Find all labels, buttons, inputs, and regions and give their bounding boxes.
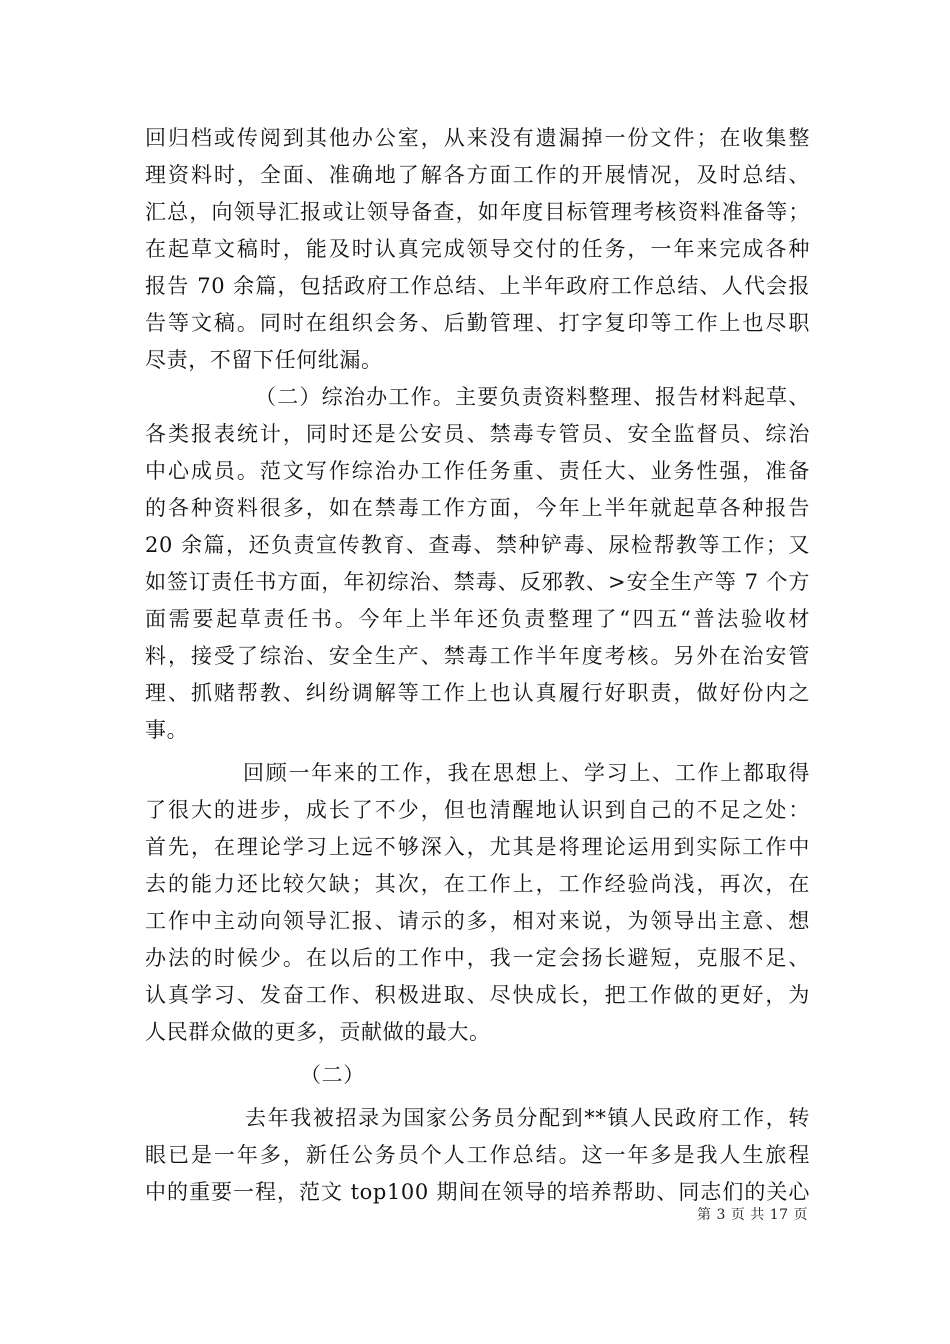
text-line: 了很大的进步，成长了不少，但也清醒地认识到自己的不足之处： — [145, 798, 810, 822]
text-line: 首先，在理论学习上远不够深入，尤其是将理论运用到实际工作中 — [145, 835, 810, 859]
section-heading-text: （二） — [300, 1063, 365, 1087]
text-line: 理资料时，全面、准确地了解各方面工作的开展情况，及时总结、 — [145, 163, 810, 187]
text-line: 回顾一年来的工作，我在思想上、学习上、工作上都取得 — [243, 761, 810, 785]
text-line: 认真学习、发奋工作、积极进取、尽快成长，把工作做的更好，为 — [145, 983, 810, 1007]
text-line: 去年我被招录为国家公务员分配到**镇人民政府工作，转 — [245, 1106, 810, 1130]
text-line: 人民群众做的更多，贡献做的最大。 — [145, 1020, 491, 1044]
text-line: 20 余篇，还负责宣传教育、查毒、禁种铲毒、尿检帮教等工作；又 — [145, 533, 810, 557]
text-line: 中的重要一程，范文 top100 期间在领导的培养帮助、同志们的关心 — [145, 1180, 810, 1204]
paragraph-2 — [145, 379, 810, 749]
paragraph-5 — [145, 1100, 810, 1211]
text-line: 去的能力还比较欠缺；其次，在工作上，工作经验尚浅，再次，在 — [145, 872, 810, 896]
text-line: 理、抓赌帮教、纠纷调解等工作上也认真履行好职责，做好份内之 — [145, 681, 810, 705]
text-line: 面需要起草责任书。今年上半年还负责整理了“四五“普法验收材 — [145, 607, 810, 631]
text-line: 中心成员。范文写作综治办工作任务重、责任大、业务性强，准备 — [145, 459, 810, 483]
paragraph-3 — [145, 755, 810, 1051]
text-line: 料，接受了综治、安全生产、禁毒工作半年度考核。另外在治安管 — [145, 644, 810, 668]
text-line: 汇总，向领导汇报或让领导备查，如年度目标管理考核资料准备等； — [145, 200, 810, 224]
paragraph-1 — [145, 120, 810, 379]
text-line: 眼已是一年多，新任公务员个人工作总结。这一年多是我人生旅程 — [145, 1143, 810, 1167]
text-line: 报告 70 余篇，包括政府工作总结、上半年政府工作总结、人代会报 — [145, 274, 810, 298]
text-line: 事。 — [145, 718, 189, 742]
text-line: 工作中主动向领导汇报、请示的多，相对来说，为领导出主意、想 — [145, 909, 810, 933]
text-line: 如签订责任书方面，年初综治、禁毒、反邪教、>安全生产等 7 个方 — [145, 570, 810, 594]
page-number-footer: 第 3 页 共 17 页 — [697, 1207, 808, 1223]
text-line: 在起草文稿时，能及时认真完成领导交付的任务，一年来完成各种 — [145, 237, 810, 261]
text-line: 办法的时候少。在以后的工作中，我一定会扬长避短，克服不足、 — [145, 946, 810, 970]
text-line: 各类报表统计，同时还是公安员、禁毒专管员、安全监督员、综治 — [145, 422, 810, 446]
section-heading — [145, 1057, 810, 1094]
text-line: 告等文稿。同时在组织会务、后勤管理、打字复印等工作上也尽职 — [145, 311, 810, 335]
text-line: 尽责，不留下任何纰漏。 — [145, 348, 383, 372]
text-line: （二）综治办工作。主要负责资料整理、报告材料起草、 — [255, 385, 810, 409]
text-line: 的各种资料很多，如在禁毒工作方面，今年上半年就起草各种报告 — [145, 496, 810, 520]
text-line: 回归档或传阅到其他办公室，从来没有遗漏掉一份文件；在收集整 — [145, 126, 810, 150]
document-body — [145, 120, 810, 1211]
